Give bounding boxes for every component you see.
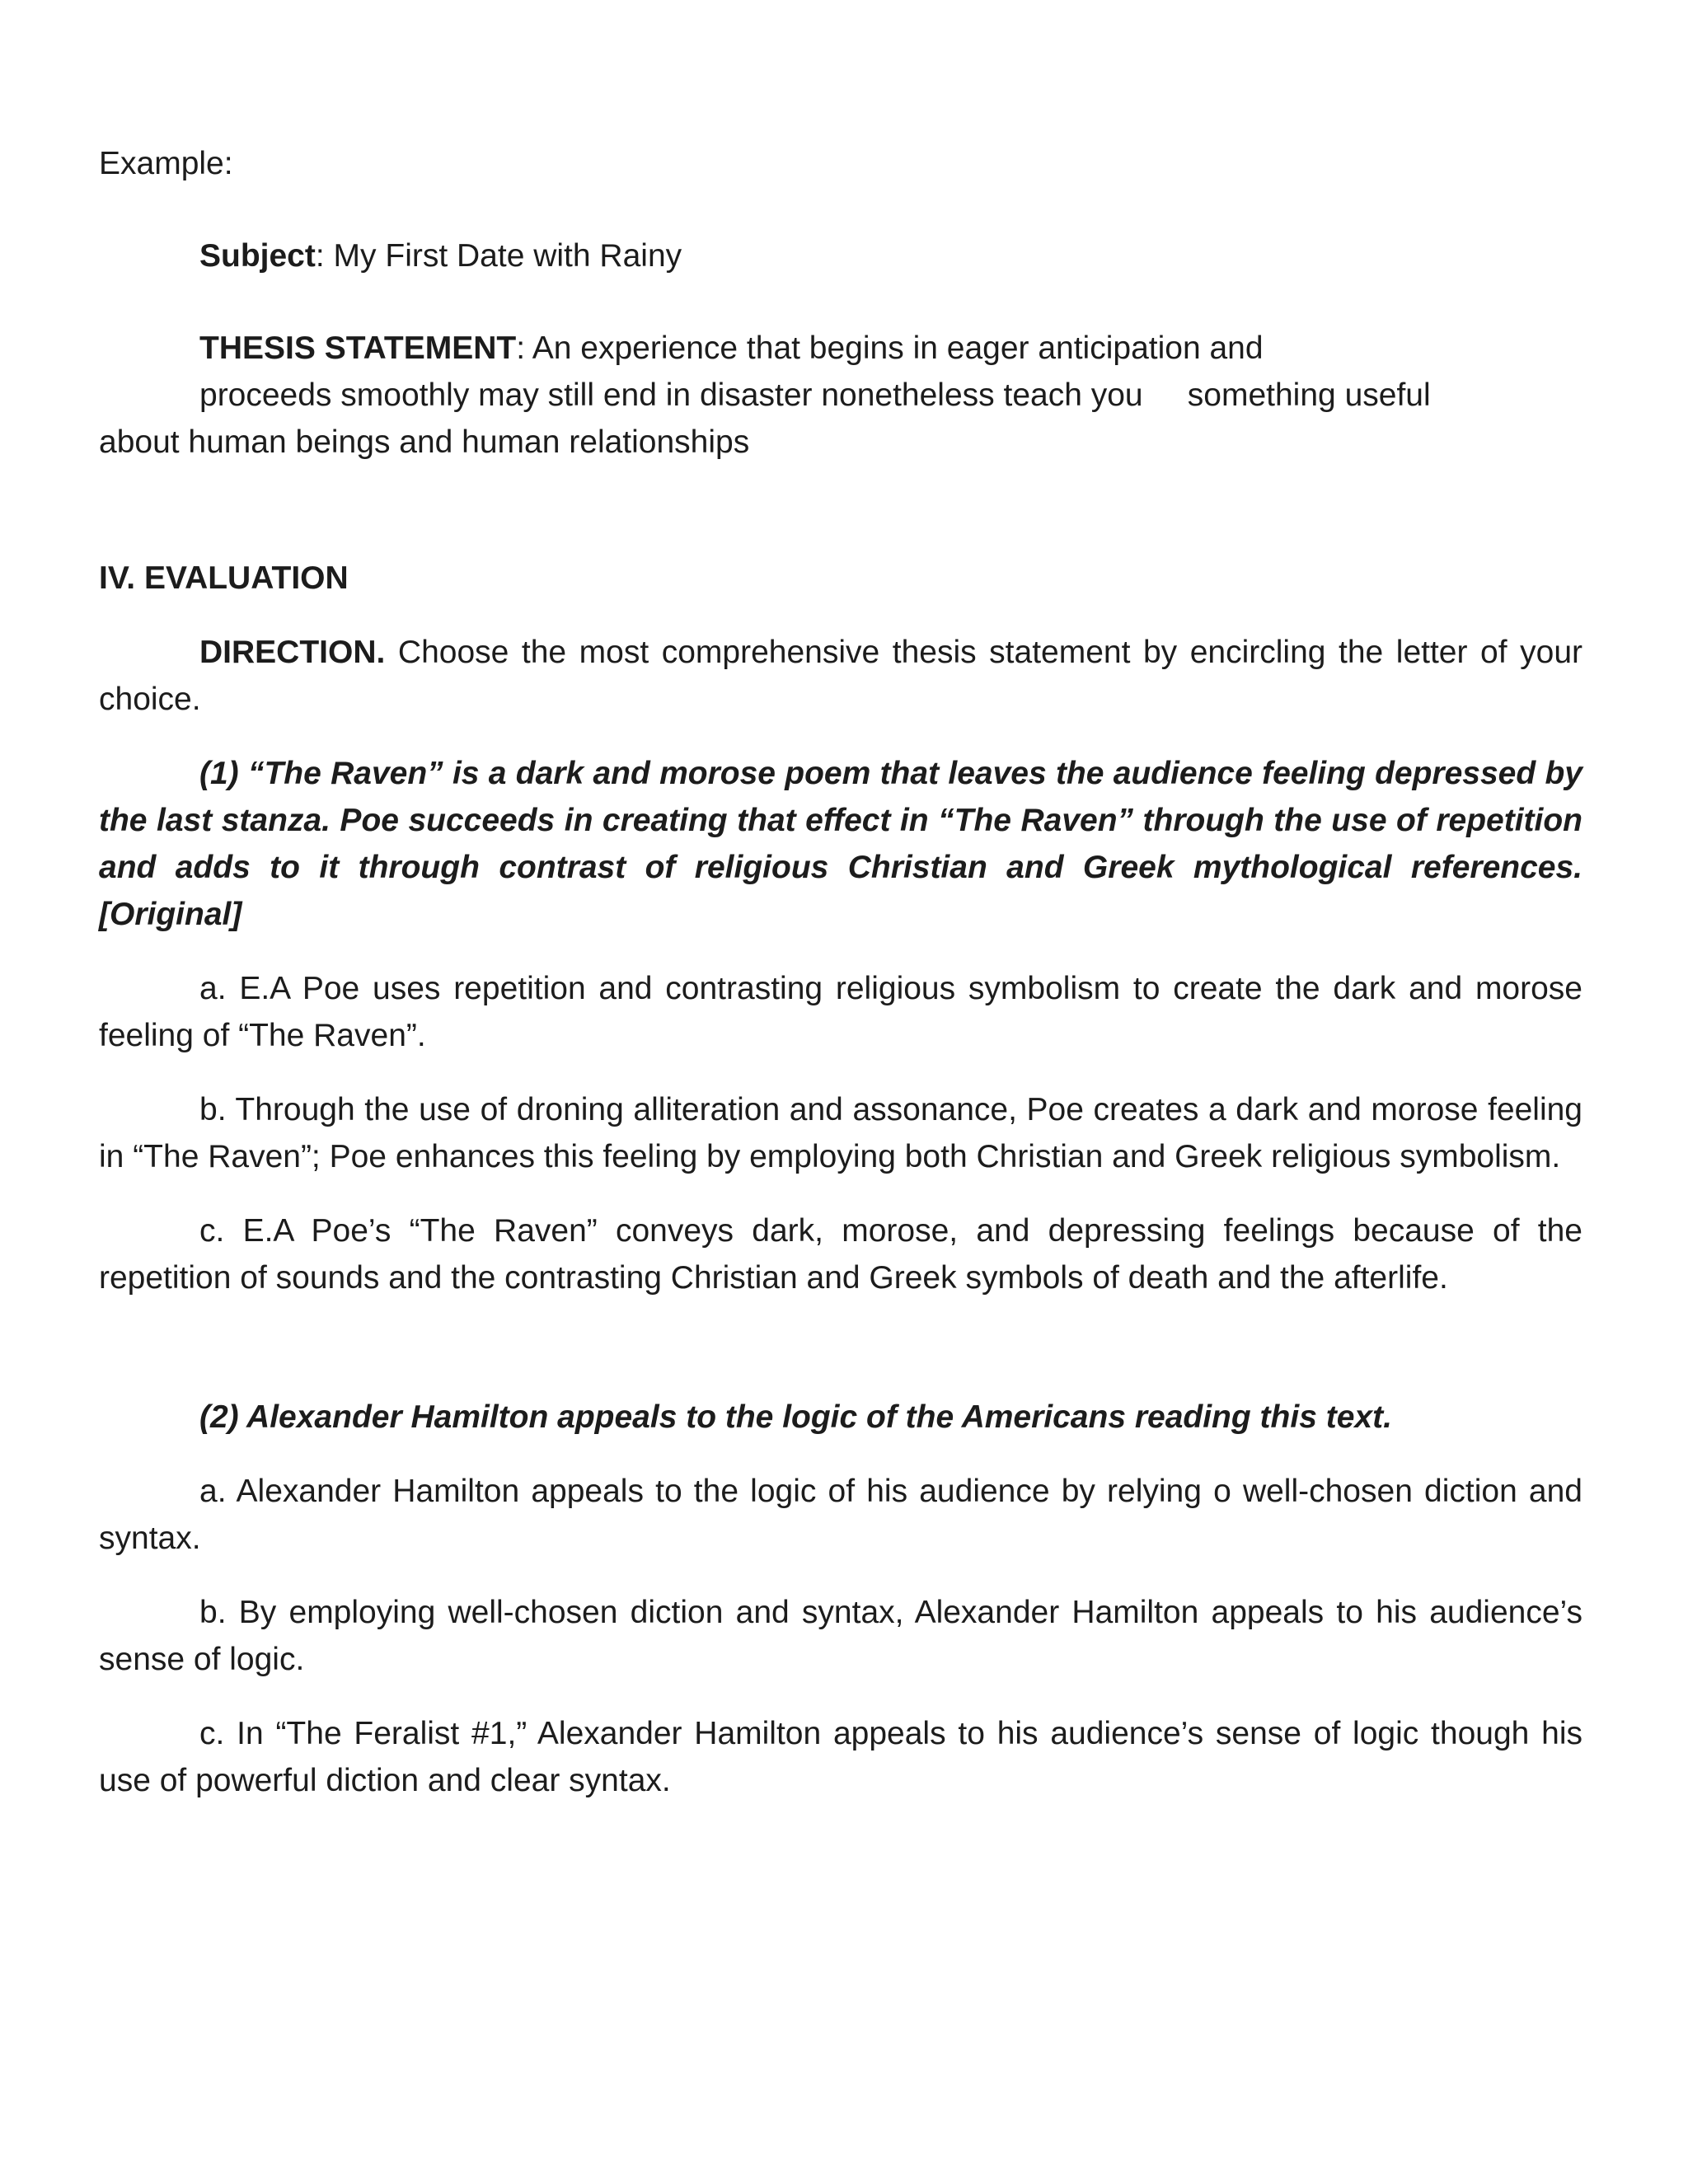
- subject-line: [99, 232, 1582, 279]
- subject-value: : My First Date with Rainy: [315, 238, 682, 274]
- thesis-statement: [99, 325, 1582, 466]
- direction-text: Choose the most comprehensive thesis statement by encircling the letter of your choice.: [99, 635, 1582, 717]
- direction-paragraph: [99, 629, 1582, 723]
- question-2-choice-c[interactable]: c. In “The Feralist #1,” Alexander Hamilton appeals to his audience’s sense of logic though his use of powerful diction and clear syntax.: [99, 1716, 1582, 1798]
- thesis-label: THESIS STATEMENT: [199, 330, 517, 366]
- question-1-prompt: (1) “The Raven” is a dark and morose poem that leaves the audience feeling depressed by the last stanza. Poe succeeds in creating that effect in “The Raven” through the use of repetition and adds to it through contrast of religious Christian and Greek mythological references. [Original]: [99, 756, 1582, 932]
- question-2-prompt: (2) Alexander Hamilton appeals to the logic of the Americans reading this text.: [199, 1399, 1392, 1435]
- question-1-choice-b[interactable]: b. Through the use of droning alliteration and assonance, Poe creates a dark and morose feeling in “The Raven”; Poe enhances this feeling by employing both Christian and Greek religious symbolism.: [99, 1092, 1582, 1174]
- thesis-line-2: proceeds smoothly may still end in disaster nonetheless teach you something useful: [199, 377, 1431, 413]
- question-1-choice-c[interactable]: c. E.A Poe’s “The Raven” conveys dark, morose, and depressing feelings because of the repetition of sounds and the contrasting Christian and Greek symbols of death and the afterlife.: [99, 1213, 1582, 1296]
- direction-label: DIRECTION.: [199, 635, 386, 670]
- example-label: Example:: [99, 146, 233, 181]
- document-page: [99, 140, 1582, 1804]
- thesis-line-3: about human beings and human relationships: [99, 424, 750, 460]
- question-2-choice-b[interactable]: b. By employing well-chosen diction and syntax, Alexander Hamilton appeals to his audience’s sense of logic.: [99, 1595, 1582, 1677]
- question-2-choice-a[interactable]: a. Alexander Hamilton appeals to the logic of his audience by relying o well-chosen diction and syntax.: [99, 1474, 1582, 1556]
- subject-label: Subject: [199, 238, 316, 274]
- thesis-line-1: THESIS STATEMENT: An experience that begins in eager anticipation and: [199, 330, 1264, 366]
- question-1-choice-a[interactable]: a. E.A Poe uses repetition and contrasting religious symbolism to create the dark and morose feeling of “The Raven”.: [99, 971, 1582, 1053]
- section-heading: IV. EVALUATION: [99, 560, 349, 596]
